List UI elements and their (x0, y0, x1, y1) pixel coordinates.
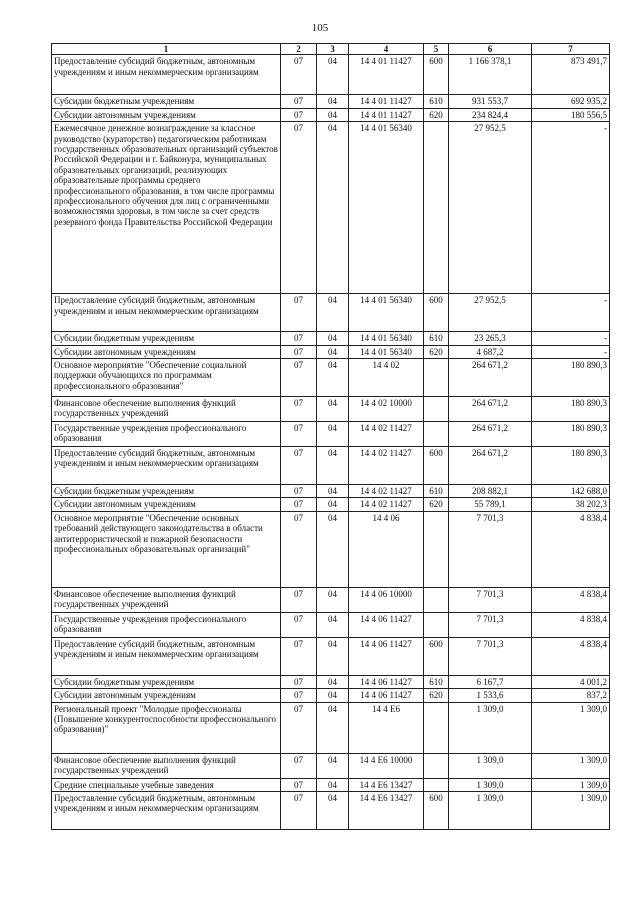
amount-year1-cell: 27 952,5 (449, 122, 532, 294)
row-name-cell: Предоставление субсидий бюджетным, автономным учреждениям и иным некоммерческим организациям (52, 447, 281, 485)
target-article-code-cell: 14 4 01 56340 (349, 332, 424, 345)
subsection-code-cell: 04 (317, 485, 349, 498)
subsection-code-cell: 04 (317, 345, 349, 358)
section-code-cell: 07 (281, 675, 317, 688)
section-code-cell: 07 (281, 612, 317, 637)
row-name-cell: Средние специальные учебные заведения (52, 778, 281, 791)
table-row (52, 447, 610, 485)
target-article-code-cell: 14 4 06 11427 (349, 612, 424, 637)
row-name-cell: Государственные учреждения профессионального образования (52, 612, 281, 637)
section-code-cell: 07 (281, 122, 317, 294)
row-name-cell: Субсидии бюджетным учреждениям (52, 332, 281, 345)
row-name-cell: Предоставление субсидий бюджетным, автономным учреждениям и иным некоммерческим организациям (52, 294, 281, 332)
amount-year2-cell: 4 838,4 (532, 637, 610, 675)
header-cell: 5 (424, 44, 449, 55)
subsection-code-cell: 04 (317, 792, 349, 830)
header-cell: 1 (52, 44, 281, 55)
subsection-code-cell: 04 (317, 702, 349, 753)
amount-year1-cell: 6 167,7 (449, 675, 532, 688)
subsection-code-cell: 04 (317, 332, 349, 345)
expense-type-code-cell (424, 397, 449, 422)
amount-year2-cell: 4 001,2 (532, 675, 610, 688)
expense-type-code-cell: 600 (424, 792, 449, 830)
section-code-cell: 07 (281, 792, 317, 830)
expense-type-code-cell (424, 359, 449, 397)
subsection-code-cell: 04 (317, 108, 349, 121)
target-article-code-cell: 14 4 02 10000 (349, 397, 424, 422)
amount-year2-cell: 873 491,7 (532, 55, 610, 95)
amount-year1-cell: 1 309,0 (449, 702, 532, 753)
expense-type-code-cell: 620 (424, 498, 449, 511)
expense-type-code-cell: 610 (424, 485, 449, 498)
amount-year1-cell: 1 309,0 (449, 753, 532, 778)
row-name-cell: Финансовое обеспечение выполнения функций государственных учреждений (52, 397, 281, 422)
table-row (52, 345, 610, 358)
header-cell: 4 (349, 44, 424, 55)
table-row (52, 332, 610, 345)
amount-year2-cell: 1 309,0 (532, 792, 610, 830)
amount-year2-cell: - (532, 122, 610, 294)
target-article-code-cell: 14 4 E6 (349, 702, 424, 753)
amount-year1-cell: 27 952,5 (449, 294, 532, 332)
amount-year2-cell: 180 890,3 (532, 397, 610, 422)
target-article-code-cell: 14 4 E6 13427 (349, 792, 424, 830)
section-code-cell: 07 (281, 587, 317, 612)
row-name-cell: Региональный проект "Молодые профессионалы (Повышение конкурентоспособности профессионального образования)" (52, 702, 281, 753)
table-row (52, 753, 610, 778)
budget-table (51, 43, 610, 830)
expense-type-code-cell (424, 511, 449, 587)
header-cell: 6 (449, 44, 532, 55)
page-number: 105 (311, 22, 329, 34)
target-article-code-cell: 14 4 02 (349, 359, 424, 397)
amount-year1-cell: 1 309,0 (449, 792, 532, 830)
amount-year1-cell: 264 671,2 (449, 422, 532, 447)
header-cell: 3 (317, 44, 349, 55)
expense-type-code-cell (424, 422, 449, 447)
amount-year1-cell: 264 671,2 (449, 359, 532, 397)
table-row (52, 422, 610, 447)
table-row (52, 108, 610, 121)
target-article-code-cell: 14 4 06 10000 (349, 587, 424, 612)
amount-year1-cell: 23 265,3 (449, 332, 532, 345)
row-name-cell: Субсидии бюджетным учреждениям (52, 95, 281, 108)
amount-year2-cell: 180 890,3 (532, 447, 610, 485)
table-row (52, 612, 610, 637)
section-code-cell: 07 (281, 294, 317, 332)
section-code-cell: 07 (281, 397, 317, 422)
subsection-code-cell: 04 (317, 55, 349, 95)
subsection-code-cell: 04 (317, 122, 349, 294)
expense-type-code-cell (424, 122, 449, 294)
amount-year1-cell: 1 166 378,1 (449, 55, 532, 95)
header-cell: 2 (281, 44, 317, 55)
section-code-cell: 07 (281, 498, 317, 511)
row-name-cell: Финансовое обеспечение выполнения функций государственных учреждений (52, 587, 281, 612)
expense-type-code-cell (424, 612, 449, 637)
subsection-code-cell: 04 (317, 397, 349, 422)
amount-year2-cell: 142 688,0 (532, 485, 610, 498)
subsection-code-cell: 04 (317, 511, 349, 587)
table-row (52, 689, 610, 702)
amount-year2-cell: 180 890,3 (532, 422, 610, 447)
subsection-code-cell: 04 (317, 498, 349, 511)
expense-type-code-cell (424, 702, 449, 753)
table-row (52, 95, 610, 108)
section-code-cell: 07 (281, 778, 317, 791)
amount-year2-cell: 4 838,4 (532, 587, 610, 612)
subsection-code-cell: 04 (317, 294, 349, 332)
row-name-cell: Предоставление субсидий бюджетным, автономным учреждениям и иным некоммерческим организациям (52, 55, 281, 95)
amount-year2-cell: 180 556,5 (532, 108, 610, 121)
section-code-cell: 07 (281, 753, 317, 778)
target-article-code-cell: 14 4 06 11427 (349, 637, 424, 675)
amount-year2-cell: 38 202,3 (532, 498, 610, 511)
target-article-code-cell: 14 4 01 11427 (349, 95, 424, 108)
section-code-cell: 07 (281, 511, 317, 587)
row-name-cell: Субсидии автономным учреждениям (52, 108, 281, 121)
subsection-code-cell: 04 (317, 612, 349, 637)
subsection-code-cell: 04 (317, 95, 349, 108)
amount-year1-cell: 208 882,1 (449, 485, 532, 498)
table-row (52, 511, 610, 587)
amount-year2-cell: 180 890,3 (532, 359, 610, 397)
amount-year2-cell: - (532, 294, 610, 332)
amount-year1-cell: 7 701,3 (449, 587, 532, 612)
subsection-code-cell: 04 (317, 778, 349, 791)
row-name-cell: Основное мероприятие "Обеспечение основных требований действующего законодательства в области антитеррористической и пожарной безопасности профессиональных образовательных организаций" (52, 511, 281, 587)
amount-year1-cell: 7 701,3 (449, 511, 532, 587)
header-row (52, 44, 610, 55)
expense-type-code-cell (424, 587, 449, 612)
section-code-cell: 07 (281, 108, 317, 121)
expense-type-code-cell: 610 (424, 675, 449, 688)
subsection-code-cell: 04 (317, 753, 349, 778)
amount-year1-cell: 7 701,3 (449, 612, 532, 637)
amount-year2-cell: 837,2 (532, 689, 610, 702)
table-row (52, 122, 610, 294)
target-article-code-cell: 14 4 01 56340 (349, 345, 424, 358)
subsection-code-cell: 04 (317, 587, 349, 612)
expense-type-code-cell: 620 (424, 689, 449, 702)
target-article-code-cell: 14 4 02 11427 (349, 485, 424, 498)
table-row (52, 587, 610, 612)
target-article-code-cell: 14 4 01 11427 (349, 108, 424, 121)
target-article-code-cell: 14 4 06 11427 (349, 675, 424, 688)
row-name-cell: Субсидии автономным учреждениям (52, 689, 281, 702)
expense-type-code-cell: 600 (424, 55, 449, 95)
header-cell: 7 (532, 44, 610, 55)
amount-year1-cell: 234 824,4 (449, 108, 532, 121)
subsection-code-cell: 04 (317, 675, 349, 688)
section-code-cell: 07 (281, 422, 317, 447)
target-article-code-cell: 14 4 02 11427 (349, 447, 424, 485)
amount-year1-cell: 55 789,1 (449, 498, 532, 511)
expense-type-code-cell (424, 753, 449, 778)
amount-year1-cell: 1 533,6 (449, 689, 532, 702)
target-article-code-cell: 14 4 02 11427 (349, 498, 424, 511)
amount-year1-cell: 264 671,2 (449, 397, 532, 422)
target-article-code-cell: 14 4 01 56340 (349, 122, 424, 294)
target-article-code-cell: 14 4 06 (349, 511, 424, 587)
expense-type-code-cell: 610 (424, 332, 449, 345)
row-name-cell: Субсидии бюджетным учреждениям (52, 675, 281, 688)
section-code-cell: 07 (281, 485, 317, 498)
expense-type-code-cell: 600 (424, 637, 449, 675)
row-name-cell: Субсидии автономным учреждениям (52, 345, 281, 358)
table-row (52, 55, 610, 95)
table-row (52, 675, 610, 688)
amount-year2-cell: 692 935,2 (532, 95, 610, 108)
section-code-cell: 07 (281, 689, 317, 702)
subsection-code-cell: 04 (317, 422, 349, 447)
row-name-cell: Ежемесячное денежное вознаграждение за классное руководство (кураторство) педагогическим работникам государственных образовательных организаций субъектов Российской Федерации и г. Байконура, муниципальных образовательных организаций, реализующих образовательные программы среднего профессионального образования, в том числе программы профессионального обучения для лиц с ограниченными возможностями здоровья, в том числе за счет средств резервного фонда Правительства Российской Федерации (52, 122, 281, 294)
target-article-code-cell: 14 4 E6 10000 (349, 753, 424, 778)
expense-type-code-cell: 620 (424, 345, 449, 358)
amount-year2-cell: - (532, 345, 610, 358)
table-row (52, 637, 610, 675)
amount-year2-cell: 1 309,0 (532, 778, 610, 791)
amount-year2-cell: 1 309,0 (532, 702, 610, 753)
row-name-cell: Предоставление субсидий бюджетным, автономным учреждениям и иным некоммерческим организациям (52, 792, 281, 830)
row-name-cell: Финансовое обеспечение выполнения функций государственных учреждений (52, 753, 281, 778)
amount-year1-cell: 264 671,2 (449, 447, 532, 485)
row-name-cell: Субсидии автономным учреждениям (52, 498, 281, 511)
expense-type-code-cell: 620 (424, 108, 449, 121)
amount-year2-cell: 4 838,4 (532, 612, 610, 637)
subsection-code-cell: 04 (317, 359, 349, 397)
amount-year2-cell: 4 838,4 (532, 511, 610, 587)
section-code-cell: 07 (281, 95, 317, 108)
expense-type-code-cell (424, 778, 449, 791)
section-code-cell: 07 (281, 702, 317, 753)
target-article-code-cell: 14 4 E6 13427 (349, 778, 424, 791)
row-name-cell: Субсидии бюджетным учреждениям (52, 485, 281, 498)
subsection-code-cell: 04 (317, 637, 349, 675)
section-code-cell: 07 (281, 447, 317, 485)
target-article-code-cell: 14 4 01 11427 (349, 55, 424, 95)
amount-year1-cell: 4 687,2 (449, 345, 532, 358)
expense-type-code-cell: 610 (424, 95, 449, 108)
amount-year2-cell: - (532, 332, 610, 345)
table-row (52, 294, 610, 332)
table-row (52, 397, 610, 422)
table-row (52, 485, 610, 498)
expense-type-code-cell: 600 (424, 294, 449, 332)
section-code-cell: 07 (281, 345, 317, 358)
section-code-cell: 07 (281, 359, 317, 397)
subsection-code-cell: 04 (317, 689, 349, 702)
table-row (52, 498, 610, 511)
section-code-cell: 07 (281, 332, 317, 345)
table-row (52, 702, 610, 753)
table-row (52, 359, 610, 397)
row-name-cell: Предоставление субсидий бюджетным, автономным учреждениям и иным некоммерческим организациям (52, 637, 281, 675)
table-row (52, 778, 610, 791)
expense-type-code-cell: 600 (424, 447, 449, 485)
amount-year1-cell: 1 309,0 (449, 778, 532, 791)
table-row (52, 792, 610, 830)
amount-year1-cell: 931 553,7 (449, 95, 532, 108)
row-name-cell: Государственные учреждения профессионального образования (52, 422, 281, 447)
section-code-cell: 07 (281, 637, 317, 675)
subsection-code-cell: 04 (317, 447, 349, 485)
amount-year2-cell: 1 309,0 (532, 753, 610, 778)
row-name-cell: Основное мероприятие "Обеспечение социальной поддержки обучающихся по программам профессионального образования" (52, 359, 281, 397)
target-article-code-cell: 14 4 02 11427 (349, 422, 424, 447)
target-article-code-cell: 14 4 06 11427 (349, 689, 424, 702)
section-code-cell: 07 (281, 55, 317, 95)
target-article-code-cell: 14 4 01 56340 (349, 294, 424, 332)
amount-year1-cell: 7 701,3 (449, 637, 532, 675)
